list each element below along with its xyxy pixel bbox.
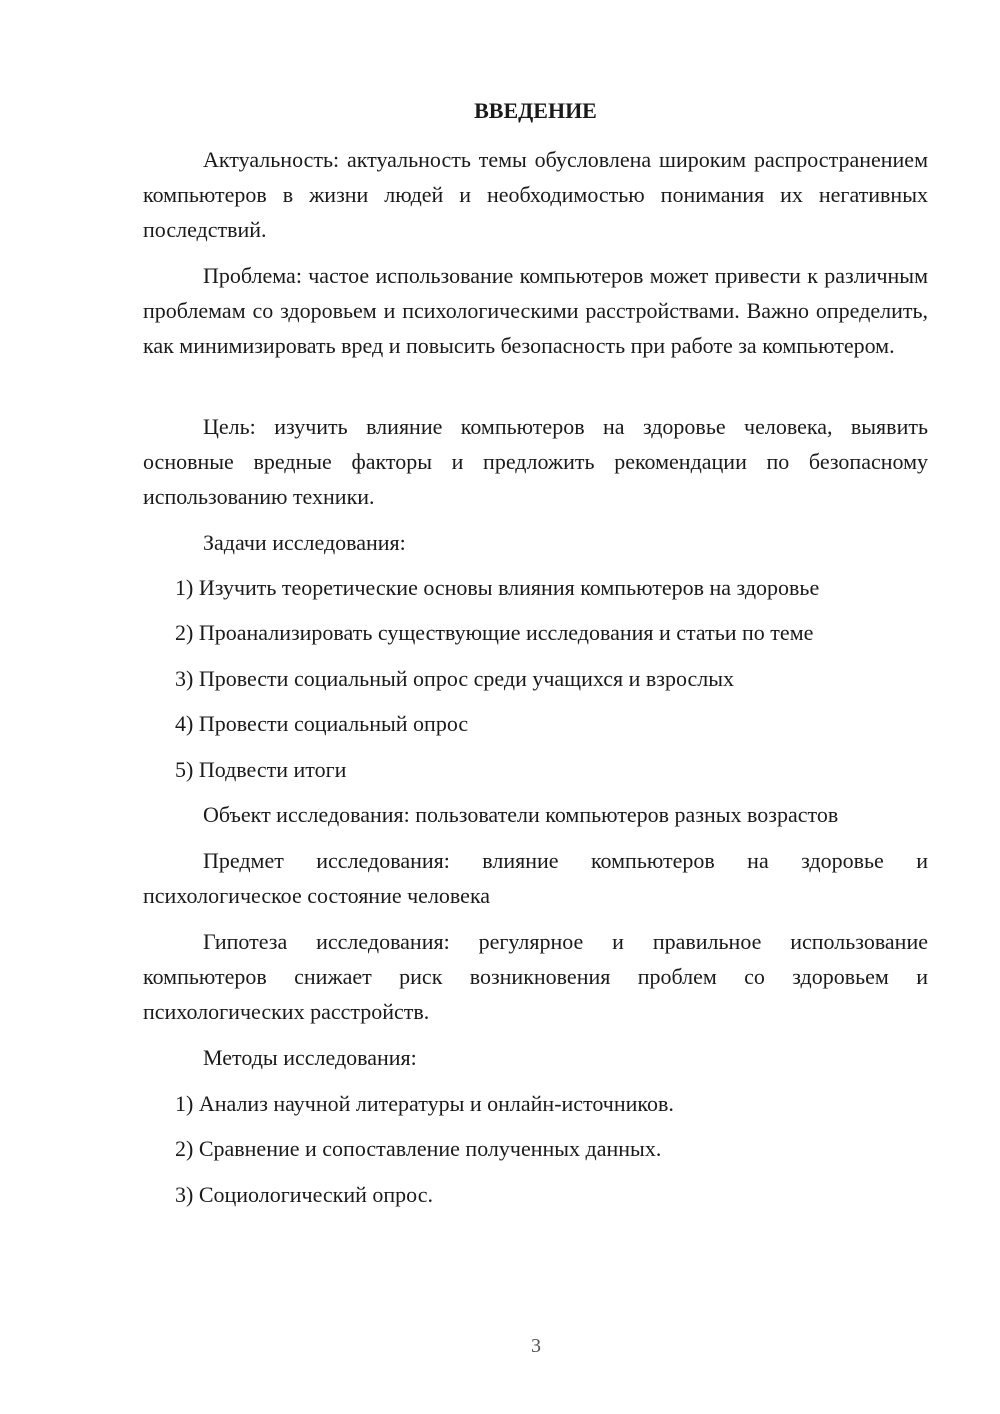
- hypothesis-paragraph: Гипотеза исследования: регулярное и правильное использование компьютеров снижает риск возникновения проблем со здоровьем и психологических расстройств.: [143, 929, 928, 1024]
- problem-paragraph: Проблема: частое использование компьютеров может привести к различным проблемам со здоровьем и психологическими расстройствами. Важно определить, как минимизировать вред и повысить безопасность при работе за компьютером.: [143, 263, 928, 358]
- task-item: 2) Проанализировать существующие исследования и статьи по теме: [175, 620, 814, 645]
- task-item: 4) Провести социальный опрос: [175, 711, 469, 736]
- page-number: 3: [531, 1335, 541, 1357]
- method-item: 1) Анализ научной литературы и онлайн-источников.: [175, 1091, 674, 1116]
- methods-heading: Методы исследования:: [203, 1045, 417, 1070]
- goal-paragraph: Цель: изучить влияние компьютеров на здоровье человека, выявить основные вредные факторы и предложить рекомендации по безопасному использованию техники.: [143, 414, 928, 509]
- relevance-paragraph: Актуальность: актуальность темы обусловлена широким распространением компьютеров в жизни людей и необходимостью понимания их негативных последствий.: [143, 147, 928, 242]
- method-item: 2) Сравнение и сопоставление полученных данных.: [175, 1136, 662, 1161]
- section-title: ВВЕДЕНИЕ: [474, 98, 597, 123]
- task-item: 3) Провести социальный опрос среди учащихся и взрослых: [175, 666, 735, 691]
- object-paragraph: Объект исследования: пользователи компьютеров разных возрастов: [203, 802, 839, 827]
- task-item: 5) Подвести итоги: [175, 757, 347, 782]
- subject-paragraph: Предмет исследования: влияние компьютеров на здоровье и психологическое состояние человека: [143, 848, 928, 908]
- task-item: 1) Изучить теоретические основы влияния компьютеров на здоровье: [175, 575, 820, 600]
- tasks-heading: Задачи исследования:: [203, 530, 406, 555]
- method-item: 3) Социологический опрос.: [175, 1182, 433, 1207]
